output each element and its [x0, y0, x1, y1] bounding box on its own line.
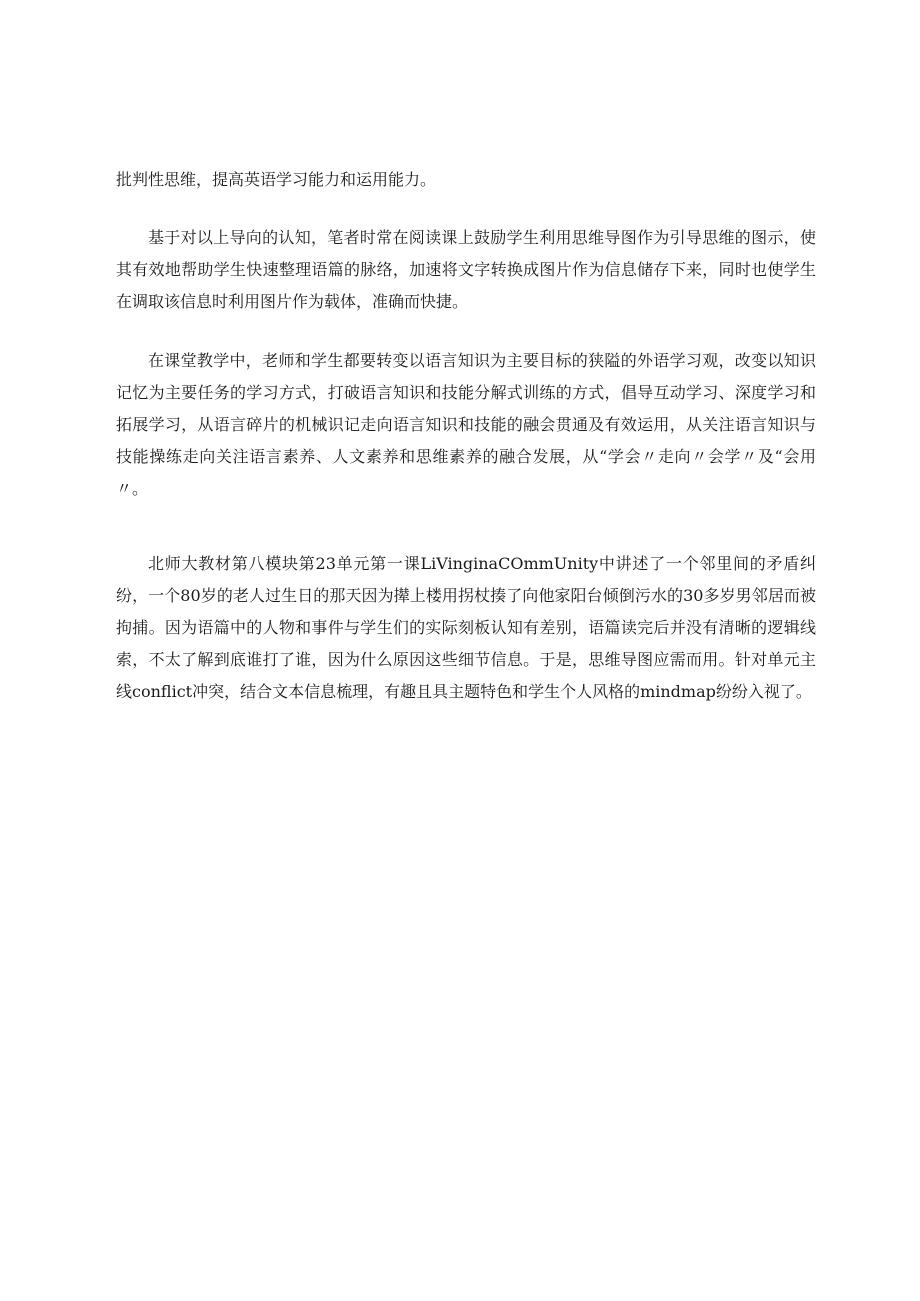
paragraph-classroom-teaching: 在课堂教学中，老师和学生都要转变以语言知识为主要目标的狭隘的外语学习观，改变以知识记忆为主要任务的学习方式，打破语言知识和技能分解式训练的方式，倡导互动学习、深度学习和拓展学习，从语言碎片的机械识记走向语言知识和技能的融会贯通及有效运用，从关注语言知识与技能操练走向关注语言素养、人文素养和思维素养的融合发展，从“学会〃走向〃会学〃及“会用〃。 [116, 351, 816, 498]
paragraph-continuation: 批判性思维，提高英语学习能力和运用能力。 [116, 170, 437, 189]
paragraph-mindmap-guidance: 基于对以上导向的认知，笔者时常在阅读课上鼓励学生利用思维导图作为引导思维的图示，使其有效地帮助学生快速整理语篇的脉络，加速将文字转换成图片作为信息储存下来，同时也使学生在调取该信息时利用图片作为载体，准确而快捷。 [116, 228, 816, 311]
paragraph-textbook-example: 北师大教材第八模块第23单元第一课LiVinginaCOmmUnity中讲述了一个邻里间的矛盾纠纷，一个80岁的老人过生日的那天因为撵上楼用拐杖揍了向他家阳台倾倒污水的30多岁男邻居而被拘捕。因为语篇中的人物和事件与学生们的实际刻板认知有差别，语篇读完后并没有清晰的逻辑线索，不太了解到底谁打了谁，因为什么原因这些细节信息。于是，思维导图应需而用。针对单元主线conflict冲突，结合文本信息梳理，有趣且具主题特色和学生个人风格的mindmap纷纷入视了。 [116, 554, 816, 701]
